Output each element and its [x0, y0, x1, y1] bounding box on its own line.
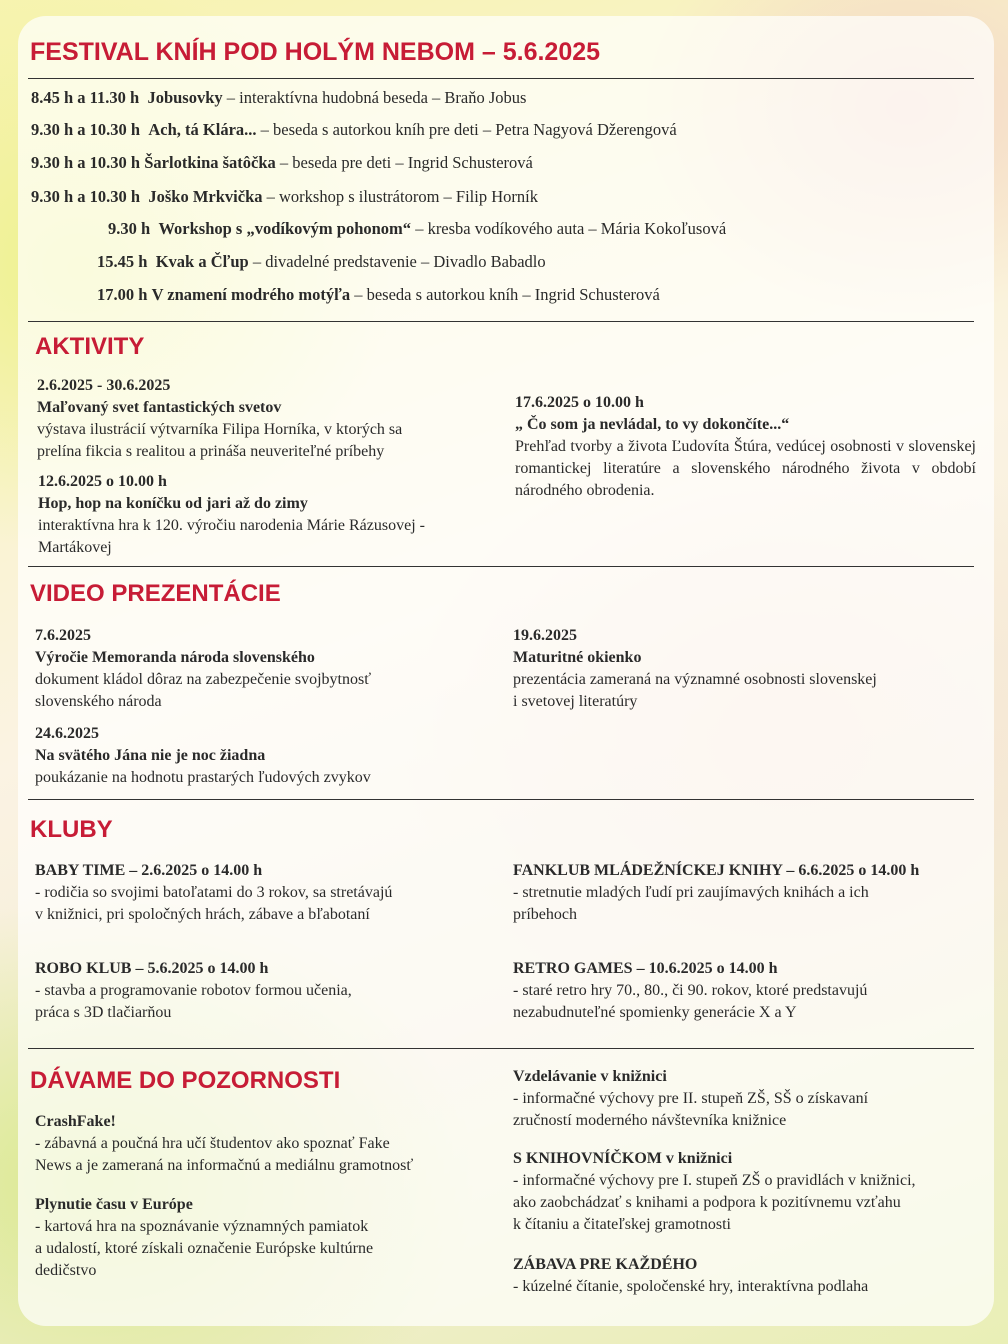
- pozornost-item: [513, 1254, 983, 1298]
- schedule-name: Jobusovky: [147, 88, 223, 107]
- item-text: výstava ilustrácií výtvarníka Filipa Horníka, v ktorých sa: [37, 421, 403, 438]
- item-date: 7.6.2025: [35, 627, 91, 644]
- video-item: [35, 723, 495, 789]
- schedule-name: Workshop s „vodíkovým pohonom“: [158, 219, 412, 238]
- divider: [28, 1048, 974, 1049]
- item-date: 17.6.2025 o 10.00 h: [515, 394, 644, 411]
- pozornost-item: [35, 1111, 505, 1177]
- item-title: „ Čo som ja nevládal, to vy dokončíte...“: [515, 416, 790, 433]
- item-title: FANKLUB MLÁDEŽNÍCKEJ KNIHY – 6.6.2025 o 14.00 h: [513, 862, 920, 879]
- klub-item: [35, 958, 495, 1024]
- schedule-desc: – divadelné predstavenie – Divadlo Babadlo: [248, 252, 546, 271]
- schedule-desc: – beseda s autorkou kníh pre deti – Petra Nagyová Džerengová: [256, 120, 677, 139]
- schedule-time: 9.30 h a 10.30 h: [31, 153, 141, 172]
- item-text: - kúzelné čítanie, spoločenské hry, interaktívna podlaha: [513, 1278, 869, 1295]
- aktivity-heading: AKTIVITY: [35, 333, 145, 360]
- divider: [28, 799, 974, 800]
- item-text: Prehľad tvorby a života Ľudovíta Štúra, vedúcej osobnosti v slovenskej romantickej literatúre a slovenského národného života v období národného obrodenia.: [515, 438, 976, 499]
- schedule-time: 17.00 h: [97, 285, 148, 304]
- item-text: interaktívna hra k 120. výročiu narodenia Márie Rázusovej -: [38, 517, 425, 534]
- item-title: Vzdelávanie v knižnici: [513, 1068, 667, 1085]
- item-title: CrashFake!: [35, 1113, 116, 1130]
- item-text: v knižnici, pri spoločných hrách, zábave a bľabotaní: [35, 906, 370, 923]
- item-text: poukázanie na hodnotu prastarých ľudových zvykov: [35, 769, 371, 786]
- schedule-name: Šarlotkina šatôčka: [144, 153, 276, 172]
- schedule-name: V znamení modrého motýľa: [151, 285, 351, 304]
- item-text: Martákovej: [38, 539, 112, 556]
- item-text: slovenského národa: [35, 693, 162, 710]
- item-title: Plynutie času v Európe: [35, 1196, 193, 1213]
- klub-item: [35, 860, 495, 926]
- item-text: - stavba a programovanie robotov formou učenia,: [35, 982, 352, 999]
- schedule-name: Ach, tá Klára...: [148, 120, 257, 139]
- divider: [28, 78, 974, 79]
- item-title: RETRO GAMES – 10.6.2025 o 14.00 h: [513, 960, 778, 977]
- schedule-desc: – kresba vodíkového auta – Mária Kokoľusová: [411, 219, 727, 238]
- item-title: Maturitné okienko: [513, 649, 642, 666]
- item-text: - staré retro hry 70., 80., či 90. rokov, ktoré predstavujú: [513, 982, 868, 999]
- item-text: k čítaniu a čitateľskej gramotnosti: [513, 1216, 731, 1233]
- item-text: prezentácia zameraná na významné osobnosti slovenskej: [513, 671, 877, 688]
- schedule-row: [31, 187, 538, 207]
- pozornost-item: [513, 1148, 983, 1236]
- schedule-row: [97, 285, 660, 305]
- aktivity-item: [38, 471, 498, 559]
- aktivity-item: [37, 375, 497, 463]
- festival-title: FESTIVAL KNÍH POD HOLÝM NEBOM – 5.6.2025: [30, 38, 601, 66]
- item-text: - zábavná a poučná hra učí študentov ako spoznať Fake: [35, 1135, 390, 1152]
- item-title: Maľovaný svet fantastických svetov: [37, 399, 282, 416]
- schedule-desc: – workshop s ilustrátorom – Filip Horník: [262, 187, 538, 206]
- item-text: ako zaobchádzať s knihami a podpora k pozitívnemu vzťahu: [513, 1194, 901, 1211]
- schedule-row: [97, 252, 546, 272]
- item-text: práca s 3D tlačiarňou: [35, 1004, 172, 1021]
- video-item: [513, 625, 973, 713]
- divider: [28, 321, 974, 322]
- item-title: ZÁBAVA PRE KAŽDÉHO: [513, 1256, 698, 1273]
- schedule-row: [31, 153, 533, 173]
- item-title: ROBO KLUB – 5.6.2025 o 14.00 h: [35, 960, 269, 977]
- schedule-time: 8.45 h a 11.30 h: [31, 88, 140, 107]
- item-text: - rodičia so svojimi batoľatami do 3 rokov, sa stretávajú: [35, 884, 393, 901]
- schedule-row: [108, 219, 726, 239]
- item-title: Hop, hop na koníčku od jari až do zimy: [38, 495, 308, 512]
- aktivity-item: [515, 392, 976, 502]
- item-text: - informačné výchovy pre II. stupeň ZŠ, SŠ o získavaní: [513, 1090, 869, 1107]
- item-text: prelína fikcia s realitou a prináša neuveriteľné príbehy: [37, 443, 385, 460]
- item-text: zručností moderného návštevníka knižnice: [513, 1112, 787, 1129]
- item-text: - stretnutie mladých ľudí pri zaujímavých knihách a ich: [513, 884, 869, 901]
- item-text: a udalostí, ktoré získali označenie Európske kultúrne: [35, 1240, 374, 1257]
- schedule-name: Joško Mrkvička: [148, 187, 263, 206]
- item-title: Na svätého Jána nie je noc žiadna: [35, 747, 266, 764]
- item-text: dedičstvo: [35, 1262, 97, 1279]
- pozornost-item: [35, 1194, 505, 1282]
- item-text: i svetovej literatúry: [513, 693, 638, 710]
- item-text: - informačné výchovy pre I. stupeň ZŠ o pravidlách v knižnici,: [513, 1172, 916, 1189]
- video-item: [35, 625, 495, 713]
- schedule-row: [31, 120, 677, 140]
- item-text: - kartová hra na spoznávanie významných pamiatok: [35, 1218, 369, 1235]
- schedule-row: [31, 88, 526, 108]
- klub-item: [513, 860, 993, 926]
- klub-item: [513, 958, 983, 1024]
- kluby-heading: KLUBY: [30, 816, 113, 843]
- schedule-desc: – beseda s autorkou kníh – Ingrid Schusterová: [350, 285, 660, 304]
- pozornost-item: [513, 1066, 983, 1132]
- item-date: 2.6.2025 - 30.6.2025: [37, 377, 171, 394]
- item-text: News a je zameraná na informačnú a mediálnu gramotnosť: [35, 1157, 414, 1174]
- schedule-time: 15.45 h: [97, 252, 148, 271]
- item-title: BABY TIME – 2.6.2025 o 14.00 h: [35, 862, 263, 879]
- schedule-desc: – beseda pre deti – Ingrid Schusterová: [275, 153, 533, 172]
- item-text: príbehoch: [513, 906, 577, 923]
- divider: [28, 566, 974, 567]
- schedule-time: 9.30 h a 10.30 h: [31, 187, 141, 206]
- schedule-name: Kvak a Čľup: [155, 252, 249, 271]
- item-date: 12.6.2025 o 10.00 h: [38, 473, 167, 490]
- schedule-desc: – interaktívna hudobná beseda – Braňo Jobus: [222, 88, 527, 107]
- video-heading: VIDEO PREZENTÁCIE: [30, 580, 281, 607]
- item-date: 19.6.2025: [513, 627, 577, 644]
- pozornost-heading: DÁVAME DO POZORNOSTI: [30, 1067, 341, 1094]
- item-title: Výročie Memoranda národa slovenského: [35, 649, 315, 666]
- item-title: S KNIHOVNÍČKOM v knižnici: [513, 1150, 733, 1167]
- item-text: nezabudnuteľné spomienky generácie X a Y: [513, 1004, 797, 1021]
- schedule-time: 9.30 h: [108, 219, 151, 238]
- schedule-time: 9.30 h a 10.30 h: [31, 120, 141, 139]
- item-text: dokument kládol dôraz na zabezpečenie svojbytnosť: [35, 671, 372, 688]
- item-date: 24.6.2025: [35, 725, 99, 742]
